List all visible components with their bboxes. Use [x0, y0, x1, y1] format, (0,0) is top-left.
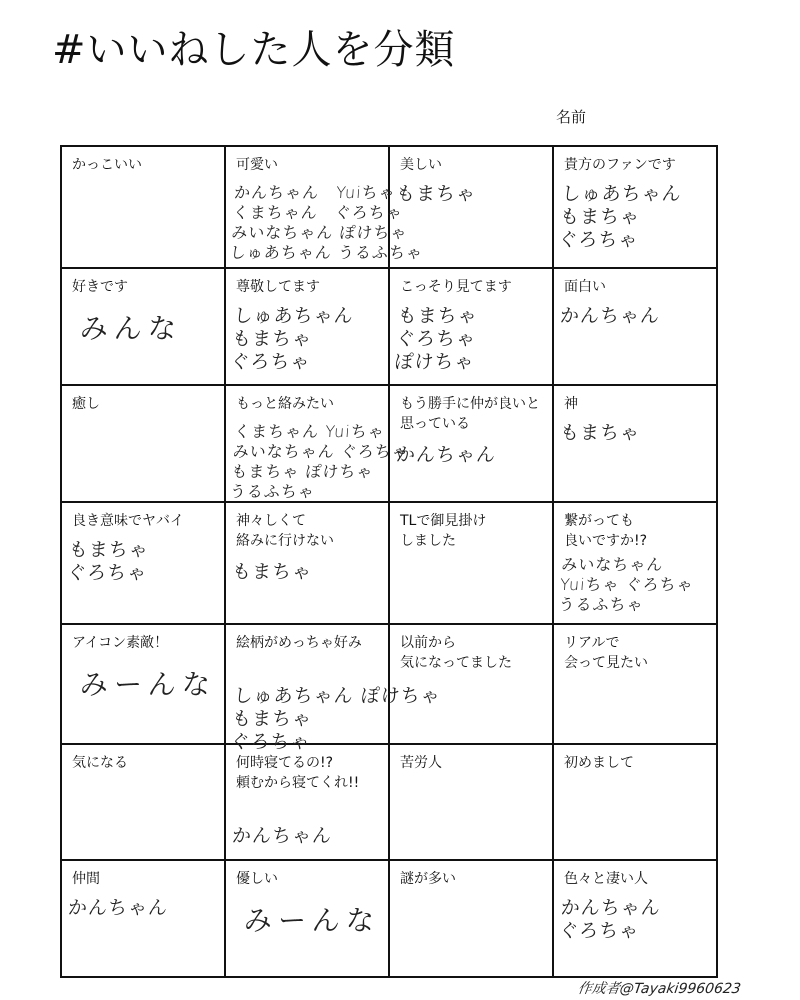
- handwritten-name: しゅあちゃん: [560, 183, 683, 205]
- grid-cell: [226, 269, 390, 386]
- handwritten-name: みいなちゃん ぐろちゃ: [232, 442, 410, 461]
- handwritten-name: もまちゃ: [68, 539, 150, 561]
- cell-category-label: 以前から 気になってました: [400, 635, 512, 671]
- handwritten-name: もまちゃ: [231, 561, 313, 583]
- handwritten-names: [559, 422, 641, 445]
- grid-cell: [226, 503, 390, 625]
- handwritten-name: かんちゃん: [560, 897, 662, 919]
- cell-category-label: 色々と凄い人: [564, 871, 648, 887]
- author-credit: 作成者@Tayaki9960623: [576, 981, 742, 997]
- handwritten-name: かんちゃん: [395, 444, 497, 466]
- cell-category-label: 何時寝てるの!? 頼むから寝てくれ!!: [236, 755, 360, 791]
- cell-category-label: リアルで 会って見たい: [564, 635, 648, 671]
- grid-cell: [62, 861, 226, 978]
- handwritten-name: ぐろちゃ: [66, 562, 149, 584]
- grid-cell: [226, 625, 442, 753]
- grid-cell: [62, 745, 226, 861]
- handwritten-name: くまちゃん Yuiちゃ: [233, 422, 386, 441]
- grid-cell: [390, 147, 554, 269]
- handwritten-name: みんな: [78, 312, 184, 345]
- handwritten-name: みーんな: [242, 904, 382, 937]
- handwritten-names: [231, 825, 333, 848]
- handwritten-name: ぐろちゃ: [395, 328, 477, 350]
- grid-cell: [390, 386, 554, 503]
- handwritten-names: [231, 561, 313, 584]
- cell-category-label: 初めまして: [564, 755, 634, 771]
- cell-category-label: 美しい: [400, 157, 442, 173]
- handwritten-name: ぐろちゃ: [229, 731, 312, 753]
- handwritten-names: [66, 539, 149, 585]
- grid-cell: [554, 861, 718, 978]
- cell-category-label: 神々しくて 絡みに行けない: [236, 513, 334, 549]
- cell-category-label: もう勝手に仲が良いと思っている: [400, 396, 540, 432]
- handwritten-names: [230, 305, 355, 374]
- handwritten-names: [78, 668, 218, 701]
- cell-category-label: 尊敬してます: [236, 279, 320, 295]
- handwritten-names: [78, 312, 184, 345]
- name-label: 名前: [556, 108, 587, 126]
- handwritten-name: ぽけちゃ: [393, 351, 476, 373]
- grid-cell: [226, 386, 410, 503]
- handwritten-name: もまちゃ: [231, 708, 313, 730]
- handwritten-name: もまちゃ: [559, 422, 641, 444]
- cell-category-label: かっこいい: [72, 157, 142, 173]
- grid-cell: [390, 861, 554, 978]
- classification-grid: [60, 145, 718, 978]
- grid-cell: [554, 625, 718, 745]
- handwritten-name: ぐろちゃ: [229, 351, 312, 373]
- cell-category-label: 謎が多い: [400, 871, 456, 887]
- grid-cell: [390, 745, 554, 861]
- cell-category-label: 良き意味でヤバイ: [72, 513, 184, 529]
- grid-cell: [390, 625, 554, 745]
- cell-category-label: 神: [564, 396, 578, 412]
- handwritten-name: もまちゃ: [395, 183, 477, 205]
- page-title: #いいねした人を分類: [52, 27, 456, 73]
- handwritten-names: [229, 422, 411, 502]
- handwritten-names: [394, 305, 479, 374]
- grid-cell: [554, 745, 718, 861]
- handwritten-names: [558, 183, 683, 252]
- grid-cell: [390, 503, 554, 625]
- handwritten-name: しゅあちゃん ぽけちゃ: [232, 685, 442, 707]
- cell-category-label: 癒し: [72, 396, 100, 412]
- grid-cell: [62, 269, 226, 386]
- cell-category-label: もっと絡みたい: [236, 396, 334, 412]
- handwritten-names: [395, 444, 497, 467]
- handwritten-name: Yuiちゃ ぐろちゃ: [559, 575, 695, 594]
- cell-category-label: 繋がっても 良いですか!?: [564, 513, 648, 549]
- cell-category-label: 面白い: [564, 279, 606, 295]
- grid-cell: [390, 269, 554, 386]
- handwritten-name: もまちゃ: [396, 305, 479, 327]
- grid-cell: [554, 503, 718, 625]
- handwritten-name: かんちゃん Yuiちゃ: [233, 183, 397, 202]
- grid-cell: [62, 625, 226, 745]
- handwritten-name: もまちゃ ぽけちゃ: [230, 462, 375, 481]
- cell-category-label: アイコン素敵！: [72, 635, 169, 651]
- cell-category-label: TLで御見掛け しました: [400, 513, 487, 549]
- cell-category-label: 貴方のファンです: [564, 157, 676, 173]
- handwritten-name: かんちゃん: [67, 897, 169, 919]
- grid-cell: [554, 386, 718, 503]
- grid-cell: [554, 269, 718, 386]
- handwritten-names: [558, 897, 661, 943]
- cell-category-label: 優しい: [236, 871, 278, 887]
- grid-cell: [62, 147, 226, 269]
- handwritten-name: うるふちゃ: [229, 482, 316, 501]
- handwritten-names: [395, 183, 477, 206]
- handwritten-name: うるふちゃ: [557, 595, 645, 614]
- handwritten-name: しゅあちゃん うるふちゃ: [229, 243, 424, 262]
- cell-category-label: 絵柄がめっちゃ好み: [236, 635, 362, 651]
- cell-category-label: こっそり見てます: [400, 279, 512, 295]
- handwritten-name: みいなちゃん ぽけちゃ: [230, 223, 409, 242]
- handwritten-names: [67, 897, 169, 920]
- handwritten-names: [558, 555, 696, 615]
- handwritten-name: もまちゃ: [231, 328, 313, 350]
- grid-cell: [62, 386, 226, 503]
- handwritten-name: しゅあちゃん: [232, 305, 355, 327]
- grid-cell: [226, 861, 390, 978]
- handwritten-name: ぐろちゃ: [557, 229, 640, 251]
- handwritten-names: [242, 904, 382, 937]
- handwritten-name: かんちゃん: [231, 825, 333, 847]
- handwritten-name: みーんな: [78, 668, 218, 701]
- handwritten-name: くまちゃん ぐろちゃ: [232, 203, 404, 222]
- handwritten-names: [559, 305, 661, 328]
- handwritten-name: かんちゃん: [559, 305, 661, 327]
- cell-category-label: 気になる: [72, 755, 128, 771]
- handwritten-name: みいなちゃん: [560, 555, 665, 574]
- grid-cell: [226, 745, 390, 861]
- grid-cell: [554, 147, 718, 269]
- handwritten-name: ぐろちゃ: [558, 920, 641, 942]
- handwritten-name: もまちゃ: [559, 206, 641, 228]
- grid-cell: [62, 503, 226, 625]
- cell-category-label: 仲間: [72, 871, 100, 887]
- cell-category-label: 可愛い: [236, 157, 278, 173]
- cell-category-label: 好きです: [72, 279, 128, 295]
- cell-category-label: 苦労人: [400, 755, 442, 771]
